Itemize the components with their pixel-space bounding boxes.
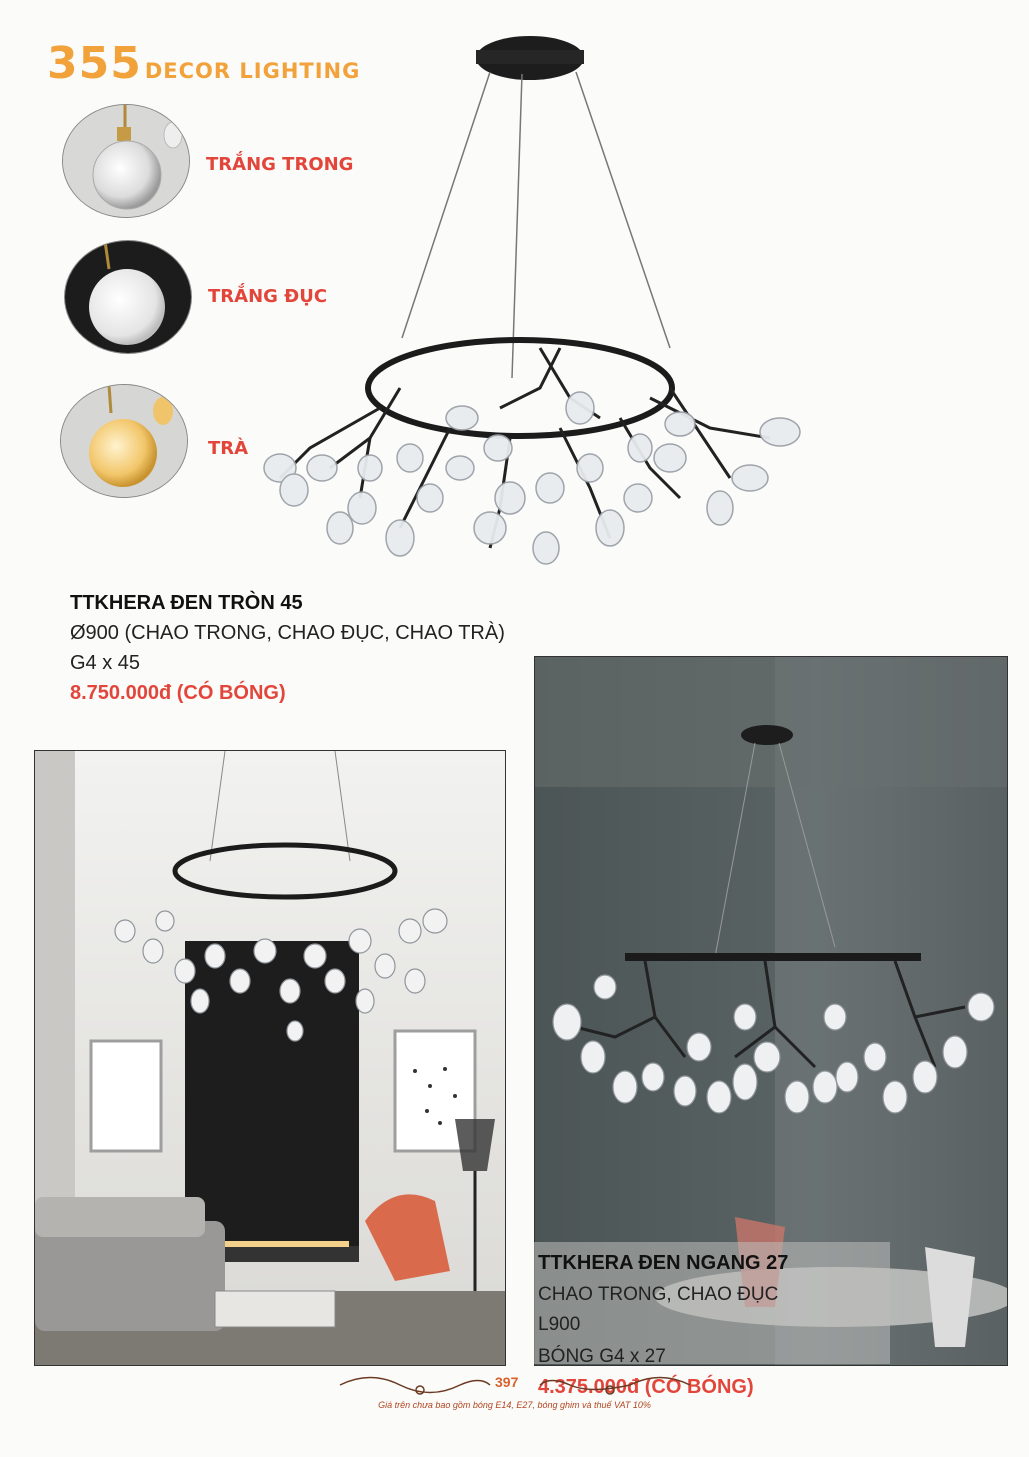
footer-note: Giá trên chưa bao gồm bóng E14, E27, bóng ghim và thuế VAT 10% <box>378 1400 651 1410</box>
living-room-photo <box>34 750 506 1366</box>
clear-bulb-swatch <box>62 104 190 218</box>
clear-bulb-icon <box>63 105 189 217</box>
product2-name: TTKHERA ĐEN NGANG 27 <box>538 1252 789 1274</box>
product1-name: TTKHERA ĐEN TRÒN 45 <box>70 592 303 614</box>
frosted-bulb-icon <box>65 241 191 353</box>
product1-spec-bulbs: G4 x 45 <box>70 652 141 674</box>
product2-spec-bulbs: BÓNG G4 x 27 <box>538 1346 666 1367</box>
round-chandelier-image <box>250 28 810 588</box>
product1-spec-size: Ø900 (CHAO TRONG, CHAO ĐỤC, CHAO TRÀ) <box>70 622 505 644</box>
product2-spec-length: L900 <box>538 1314 581 1335</box>
option-label-amber: TRÀ <box>208 438 249 459</box>
product1-price: 8.750.000đ (CÓ BÓNG) <box>70 682 286 704</box>
brand-number: 355 <box>47 38 142 89</box>
brand-name: DECOR LIGHTING <box>144 59 361 83</box>
option-label-clear: TRẮNG TRONG <box>206 154 354 175</box>
product2-price: 4.375.000đ (CÓ BÓNG) <box>538 1376 754 1398</box>
page-number: 397 <box>495 1374 519 1390</box>
amber-bulb-icon <box>61 385 187 497</box>
frosted-bulb-swatch <box>64 240 192 354</box>
product2-spec-shades: CHAO TRONG, CHAO ĐỤC <box>538 1284 779 1305</box>
amber-bulb-swatch <box>60 384 188 498</box>
option-label-frosted: TRẮNG ĐỤC <box>208 286 328 307</box>
